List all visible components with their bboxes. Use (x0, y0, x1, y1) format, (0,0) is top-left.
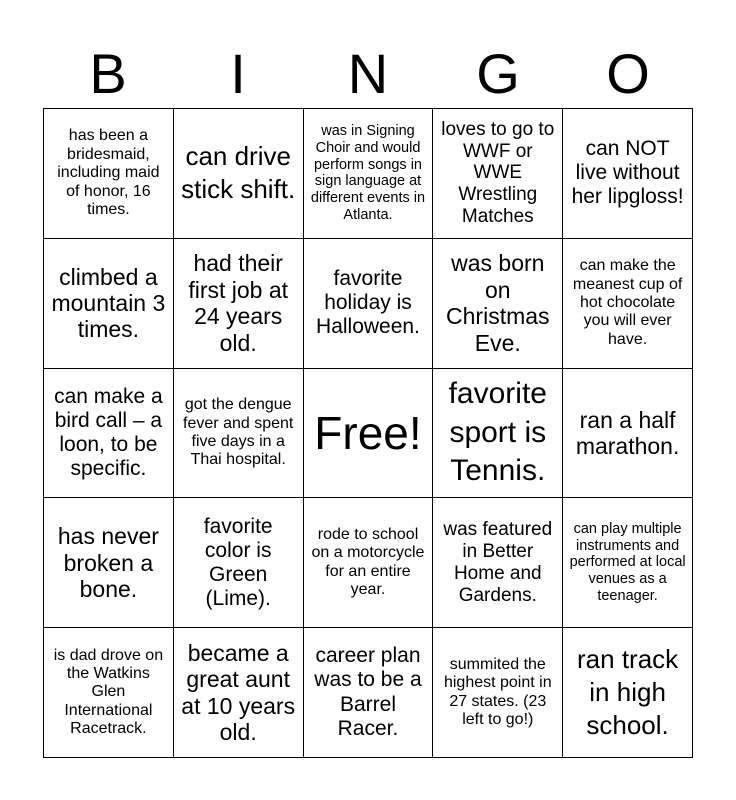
bingo-cell[interactable]: favorite color is Green (Lime). (174, 498, 304, 628)
bingo-cell[interactable]: had their first job at 24 years old. (174, 239, 304, 369)
bingo-cell[interactable]: got the dengue fever and spent five days in a Thai hospital. (174, 369, 304, 499)
bingo-cell[interactable]: has been a bridesmaid, including maid of honor, 16 times. (44, 109, 174, 239)
bingo-cell[interactable]: can NOT live without her lipgloss! (563, 109, 693, 239)
bingo-cell[interactable]: ran a half marathon. (563, 369, 693, 499)
bingo-cell[interactable]: ran track in high school. (563, 628, 693, 758)
bingo-header (43, 40, 693, 108)
bingo-cell[interactable]: loves to go to WWF or WWE Wrestling Matches (433, 109, 563, 239)
bingo-cell[interactable]: summited the highest point in 27 states. (23 left to go!) (433, 628, 563, 758)
header-letter-i: I (230, 42, 246, 105)
bingo-cell[interactable]: can drive stick shift. (174, 109, 304, 239)
bingo-cell[interactable]: can make a bird call – a loon, to be specific. (44, 369, 174, 499)
bingo-grid (43, 108, 693, 758)
header-letter-n: N (347, 42, 389, 105)
bingo-cell[interactable]: can play multiple instruments and performed at local venues as a teenager. (563, 498, 693, 628)
bingo-cell[interactable]: became a great aunt at 10 years old. (174, 628, 304, 758)
header-letter-b: B (89, 42, 127, 105)
bingo-cell[interactable]: favorite sport is Tennis. (433, 369, 563, 499)
bingo-cell[interactable]: was featured in Better Home and Gardens. (433, 498, 563, 628)
header-letter-g: G (476, 42, 520, 105)
bingo-cell[interactable]: can make the meanest cup of hot chocolate you will ever have. (563, 239, 693, 369)
bingo-cell[interactable]: career plan was to be a Barrel Racer. (304, 628, 434, 758)
bingo-cell[interactable]: rode to school on a motorcycle for an entire year. (304, 498, 434, 628)
bingo-cell[interactable]: favorite holiday is Halloween. (304, 239, 434, 369)
bingo-cell-free[interactable]: Free! (304, 369, 434, 499)
header-letter-o: O (606, 42, 650, 105)
bingo-cell[interactable]: has never broken a bone. (44, 498, 174, 628)
bingo-cell[interactable]: is dad drove on the Watkins Glen International Racetrack. (44, 628, 174, 758)
bingo-cell[interactable]: climbed a mountain 3 times. (44, 239, 174, 369)
bingo-cell[interactable]: was born on Christmas Eve. (433, 239, 563, 369)
bingo-cell[interactable]: was in Signing Choir and would perform songs in sign language at different events in Atlanta. (304, 109, 434, 239)
